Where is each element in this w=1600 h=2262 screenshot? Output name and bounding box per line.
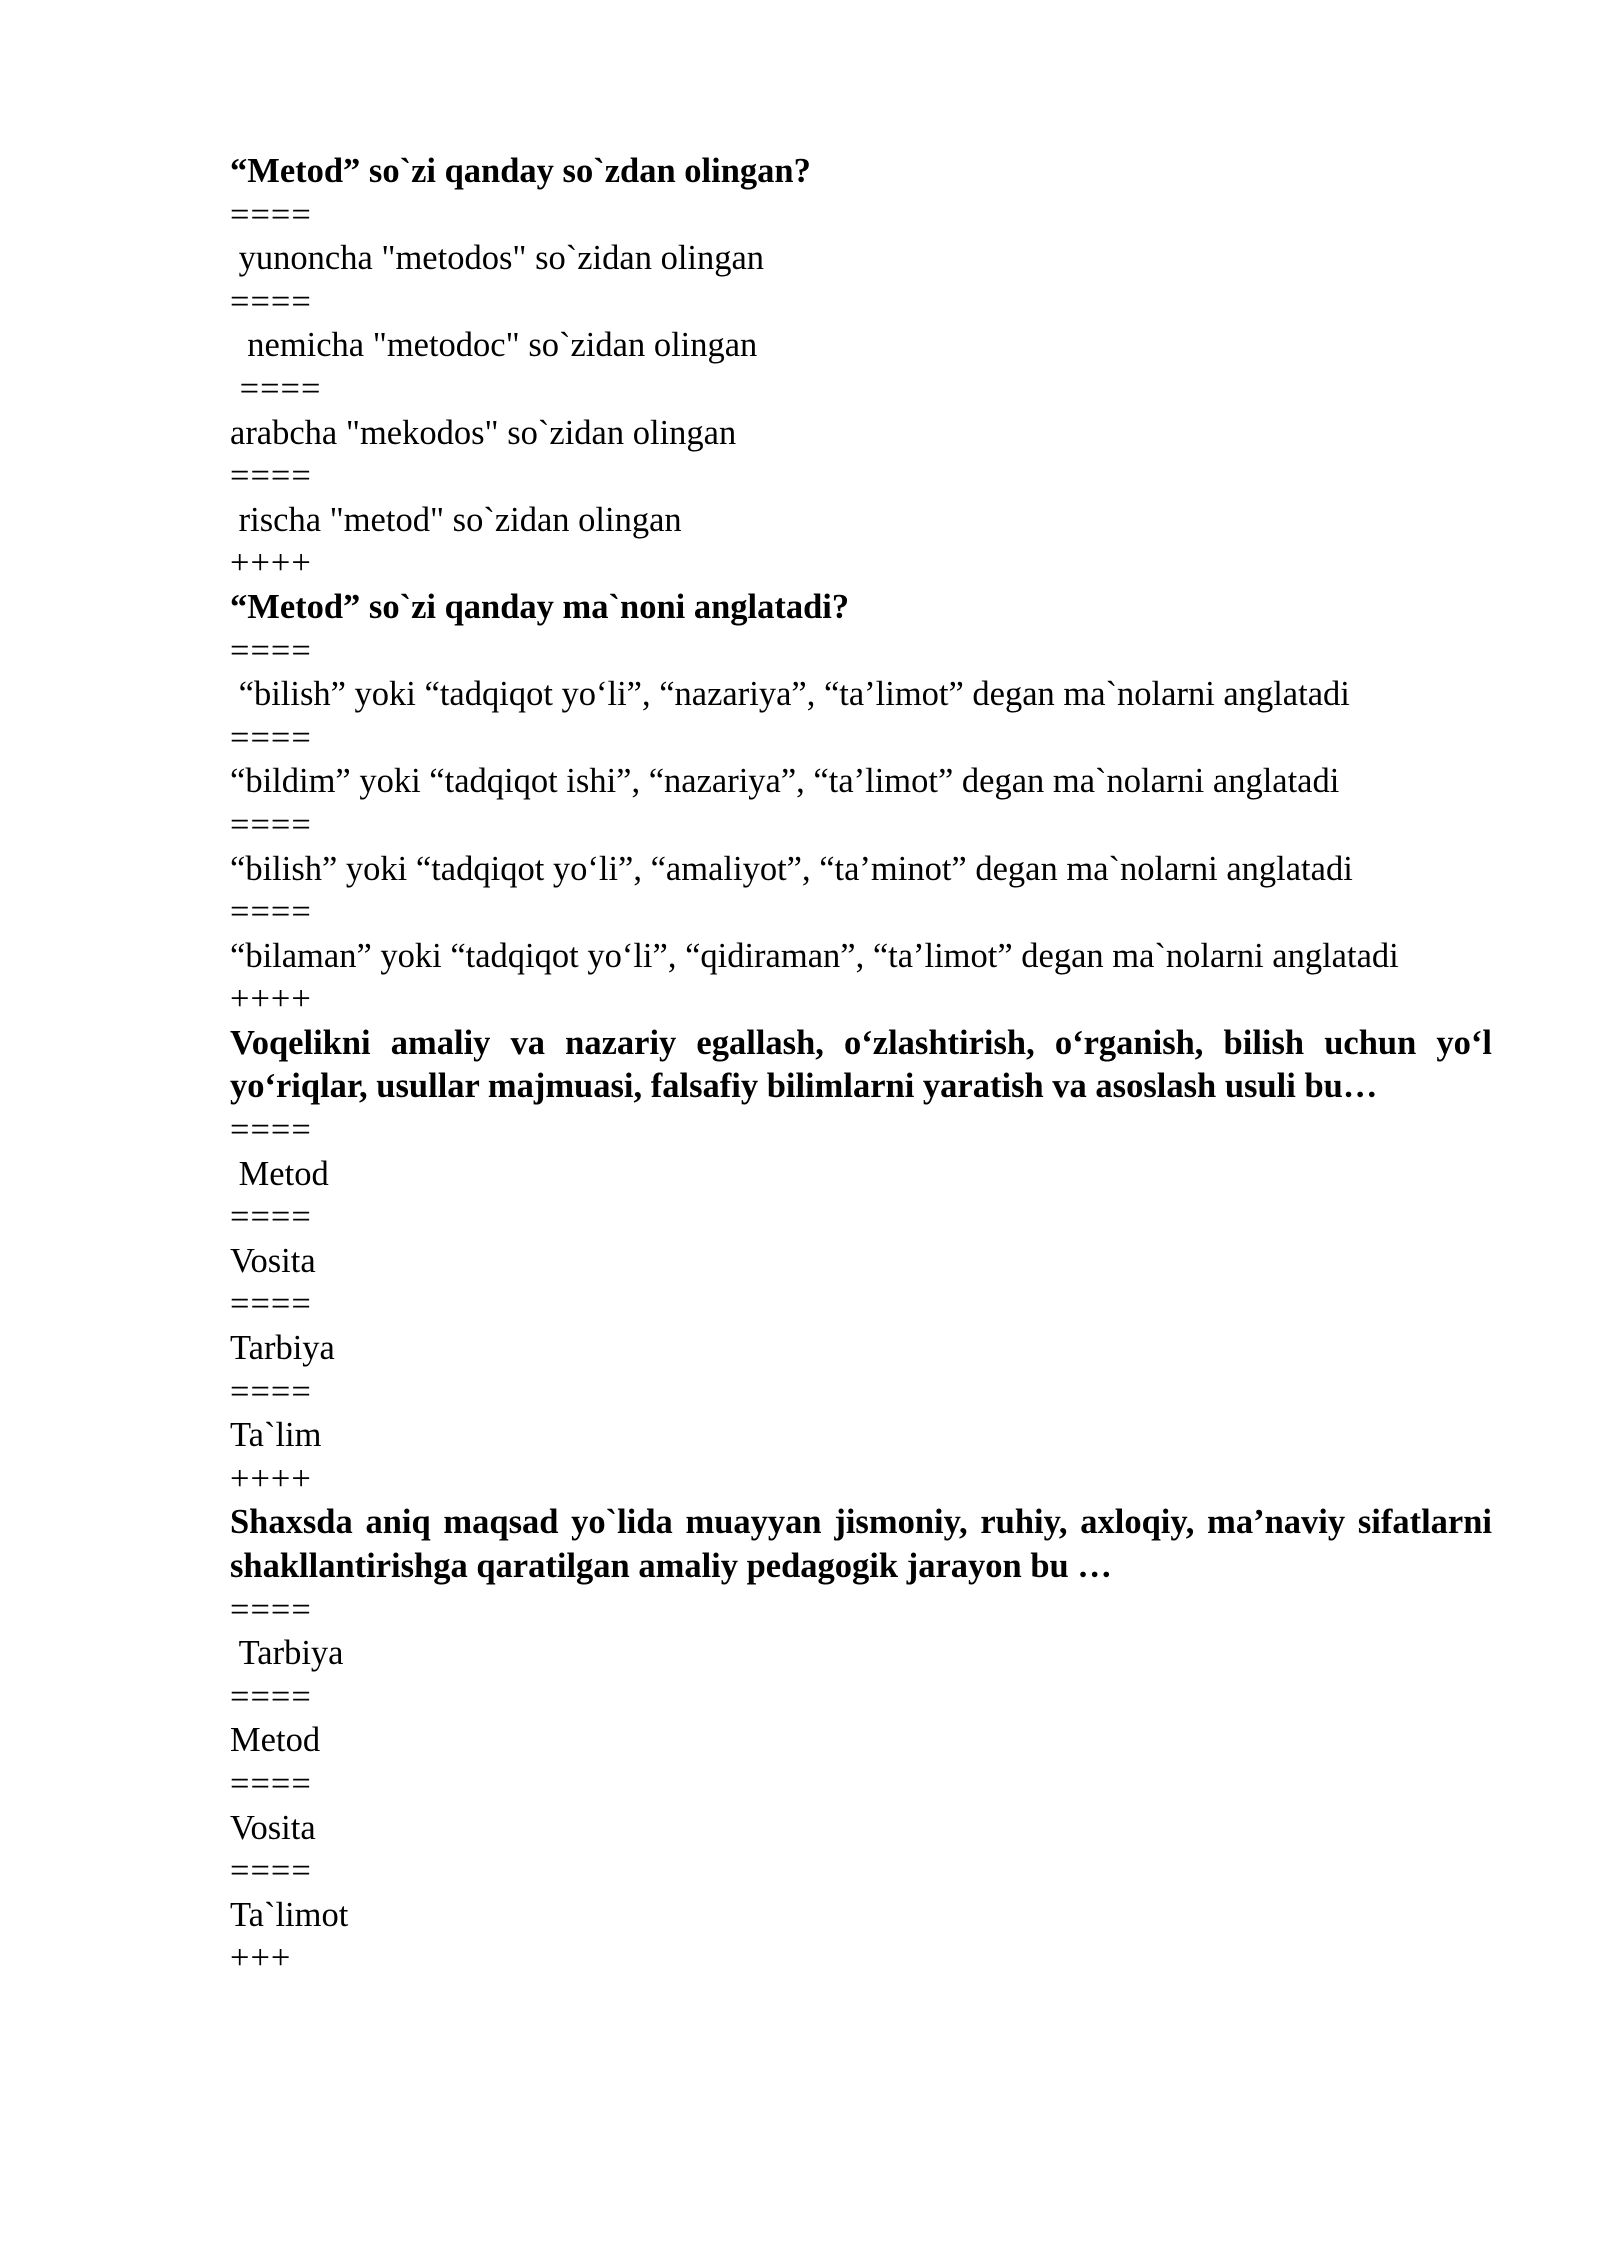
separator-line: ==== (230, 1285, 312, 1324)
separator-line: ==== (230, 1590, 312, 1629)
separator-line: ==== (230, 457, 312, 496)
separator-line: ==== (230, 1677, 312, 1716)
separator-line: ==== (230, 805, 312, 844)
answer-option: yunoncha "metodos" so`zidan olingan (230, 239, 765, 278)
question-text: Shaxsda aniq maqsad yo`lida muayyan jismoniy, ruhiy, axloqiy, ma’naviy sifatlarni shakllantirishga qaratilgan amaliy pedagogik jarayon bu … (230, 1503, 1501, 1585)
question-text: “Metod” so`zi qanday so`zdan olingan? (230, 152, 811, 190)
separator-line: ++++ (230, 1459, 312, 1498)
answer-option: Tarbiya (230, 1329, 335, 1368)
answer-option: Metod (230, 1154, 329, 1193)
separator-line: ==== (230, 1852, 312, 1891)
separator-line: ==== (230, 195, 312, 234)
answer-option: rischa "metod" so`zidan olingan (230, 500, 682, 539)
answer-option: Ta`limot (230, 1895, 349, 1934)
answer-option: arabcha "mekodos" so`zidan olingan (230, 413, 737, 452)
separator-line: ==== (230, 718, 312, 757)
answer-option: nemicha "metodoc" so`zidan olingan (230, 326, 758, 365)
answer-option: “bilish” yoki “tadqiqot yo‘li”, “nazariya”, “ta’limot” degan ma`nolarni anglatadi (230, 675, 1350, 714)
document-body (230, 150, 1501, 1981)
answer-option: Ta`lim (230, 1416, 322, 1455)
answer-option: Tarbiya (230, 1634, 344, 1673)
separator-line: ++++ (230, 980, 312, 1019)
separator-line: ==== (230, 369, 322, 408)
answer-option: “bilish” yoki “tadqiqot yo‘li”, “amaliyot”, “ta’minot” degan ma`nolarni anglatadi (230, 849, 1353, 888)
separator-line: ==== (230, 893, 312, 932)
separator-line: ==== (230, 1111, 312, 1150)
separator-line: ==== (230, 631, 312, 670)
answer-option: Metod (230, 1721, 321, 1760)
separator-line: +++ (230, 1939, 292, 1978)
separator-line: ++++ (230, 544, 312, 583)
question-text: Voqelikni amaliy va nazariy egallash, o‘zlashtirish, o‘rganish, bilish uchun yo‘l yo‘riqlar, usullar majmuasi, falsafiy bilimlarni yaratish va asoslash usuli bu… (230, 1023, 1501, 1106)
question-text: “Metod” so`zi qanday ma`noni anglatadi? (230, 587, 850, 626)
separator-line: ==== (230, 1764, 312, 1803)
separator-line: ==== (230, 282, 312, 321)
answer-option: “bildim” yoki “tadqiqot ishi”, “nazariya”, “ta’limot” degan ma`nolarni anglatadi (230, 762, 1340, 801)
separator-line: ==== (230, 1372, 312, 1411)
answer-option: Vosita (230, 1241, 316, 1280)
answer-option: “bilaman” yoki “tadqiqot yo‘li”, “qidiraman”, “ta’limot” degan ma`nolarni anglatadi (230, 936, 1399, 975)
separator-line: ==== (230, 1198, 312, 1237)
answer-option: Vosita (230, 1808, 316, 1847)
